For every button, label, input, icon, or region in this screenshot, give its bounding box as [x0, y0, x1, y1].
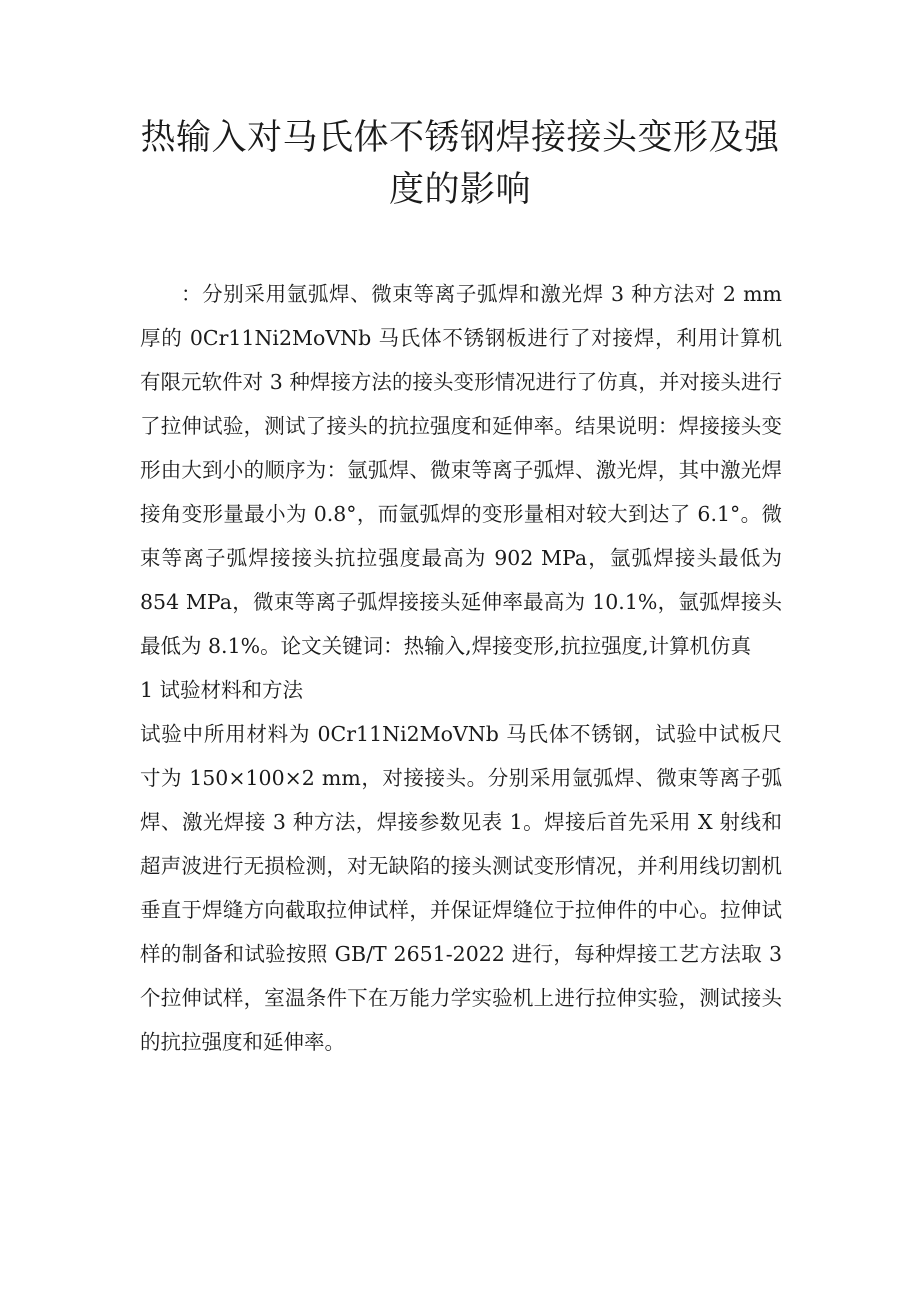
document-title: 热输入对马氏体不锈钢焊接接头变形及强度的影响: [140, 118, 780, 210]
section-body-paragraph: 试验中所用材料为 0Cr11Ni2MoVNb 马氏体不锈钢，试验中试板尺寸为 150×100×2 mm，对接接头。分别采用氩弧焊、微束等离子弧焊、激光焊接 3 种方法，焊接参数见表 1。焊接后首先采用 X 射线和超声波进行无损检测，对无缺陷的接头测试变形情况，并利用线切割机垂直于焊缝方向截取拉伸试样，并保证焊缝位于拉伸件的中心。拉伸试样的制备和试验按照 GB/T 2651-2022 进行，每种焊接工艺方法取 3 个拉伸试样，室温条件下在万能力学实验机上进行拉伸实验，测试接头的抗拉强度和延伸率。: [140, 722, 782, 1054]
abstract-paragraph: ：分别采用氩弧焊、微束等离子弧焊和激光焊 3 种方法对 2 mm 厚的 0Cr11Ni2MoVNb 马氏体不锈钢板进行了对接焊，利用计算机有限元软件对 3 种焊接方法的接头变形情况进行了仿真，并对接头进行了拉伸试验，测试了接头的抗拉强度和延伸率。结果说明：焊接接头变形由大到小的顺序为：氩弧焊、微束等离子弧焊、激光焊，其中激光焊接角变形量最小为 0.8°，而氩弧焊的变形量相对较大到达了 6.1°。微束等离子弧焊接接头抗拉强度最高为 902 MPa，氩弧焊接头最低为 854 MPa，微束等离子弧焊接接头延伸率最高为 10.1%，氩弧焊接头最低为 8.1%。论文关键词：热输入,焊接变形,抗拉强度,计算机仿真: [140, 282, 782, 658]
document-body: [140, 272, 782, 1064]
section-heading: 1 试验材料和方法: [140, 678, 304, 702]
